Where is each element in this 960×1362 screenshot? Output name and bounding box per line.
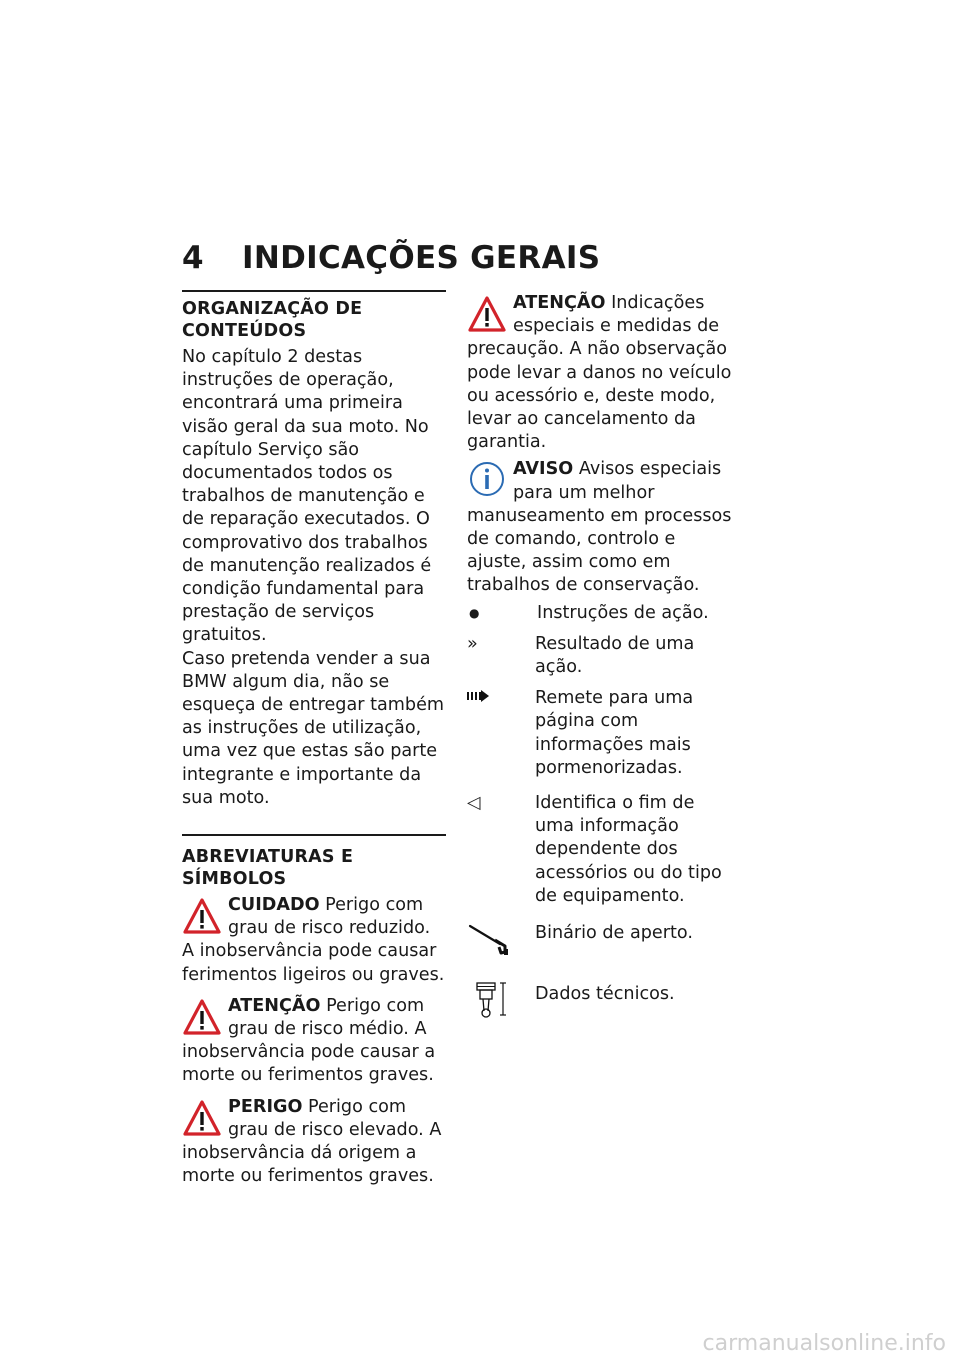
paragraph-2: Caso pretenda vender a sua BMW algum dia, não se esqueça de entregar também as instruções de utilização, uma vez que estas são parte integrante e importante da sua moto. bbox=[182, 648, 445, 808]
symbol-description: Dados técnicos. bbox=[535, 984, 675, 1005]
notice-atencao bbox=[467, 292, 735, 454]
watermark: carmanualsonline.info bbox=[702, 1331, 946, 1356]
left-column bbox=[182, 290, 446, 1189]
warning-perigo bbox=[182, 1096, 446, 1189]
result-arrow-icon: » bbox=[467, 633, 478, 654]
chapter-number: 4 bbox=[182, 240, 204, 276]
warning-text: Perigo com grau de risco médio. A inobservância pode causar a morte ou ferimentos graves. bbox=[182, 995, 436, 1086]
section-heading-abreviaturas: ABREVIATURAS E SÍMBOLOS bbox=[182, 847, 354, 890]
warning-atencao bbox=[182, 995, 446, 1088]
notice-text: Indicações especiais e medidas de precaução. A não observação pode levar a danos no veículo ou acessório e, deste modo, levar ao cancelamento da garantia. bbox=[467, 293, 732, 453]
symbol-row bbox=[467, 981, 735, 1026]
symbol-row bbox=[467, 922, 735, 963]
warning-label: PERIGO bbox=[228, 1096, 303, 1117]
notice-label: ATENÇÃO bbox=[513, 293, 606, 313]
section-heading-organizacao: ORGANIZAÇÃO DE CONTEÚDOS bbox=[182, 299, 363, 341]
warning-triangle-icon bbox=[182, 1096, 224, 1142]
notice-text: Avisos especiais para um melhor manuseamento em processos de comando, controlo e ajuste, assim como em trabalhos de conservação. bbox=[467, 459, 732, 596]
symbol-description: Remete para uma página com informações mais pormenorizadas. bbox=[535, 688, 694, 778]
section-divider bbox=[182, 290, 446, 292]
warning-label: ATENÇÃO bbox=[228, 995, 321, 1016]
paragraph-1: No capítulo 2 destas instruções de operação, encontrará uma primeira visão geral da sua moto. No capítulo Serviço são documentados todos os trabalhos de manutenção e de reparação executados. O comprovativo dos trabalhos de manutenção realizados é condição fundamental para prestação de serviços gratuitos. bbox=[182, 347, 432, 646]
section-divider bbox=[182, 834, 446, 836]
info-icon bbox=[467, 458, 509, 504]
symbol-description: Identifica o fim de uma informação dependente dos acessórios ou do tipo de equipamento. bbox=[535, 793, 722, 906]
symbol-description: Resultado de uma ação. bbox=[535, 633, 695, 678]
warning-text: Perigo com grau de risco reduzido. A inobservância pode causar ferimentos ligeiros ou graves. bbox=[182, 895, 445, 985]
symbol-row bbox=[467, 633, 735, 679]
bullet-icon: ● bbox=[469, 605, 480, 620]
warning-triangle-icon bbox=[182, 894, 224, 940]
warning-text: Perigo com grau de risco elevado. A inobservância dá origem a morte ou ferimentos graves. bbox=[182, 1096, 442, 1187]
right-column bbox=[467, 290, 735, 1026]
warning-triangle-icon bbox=[467, 292, 509, 338]
symbol-description: Binário de aperto. bbox=[535, 923, 693, 944]
symbol-row bbox=[467, 687, 735, 780]
notice-label: AVISO bbox=[513, 459, 574, 480]
warning-label: CUIDADO bbox=[228, 895, 320, 916]
symbol-row bbox=[467, 602, 735, 625]
end-marker-icon: ◁ bbox=[467, 793, 481, 814]
chapter-heading bbox=[182, 240, 600, 276]
reference-arrow-icon bbox=[467, 687, 535, 780]
symbol-description: Instruções de ação. bbox=[537, 602, 709, 623]
notice-aviso bbox=[467, 458, 735, 597]
symbol-row bbox=[467, 792, 735, 908]
chapter-title: INDICAÇÕES GERAIS bbox=[242, 240, 601, 276]
warning-triangle-icon bbox=[182, 995, 224, 1041]
torque-wrench-icon bbox=[467, 922, 535, 963]
warning-cuidado bbox=[182, 894, 446, 987]
technical-data-icon bbox=[467, 981, 535, 1026]
